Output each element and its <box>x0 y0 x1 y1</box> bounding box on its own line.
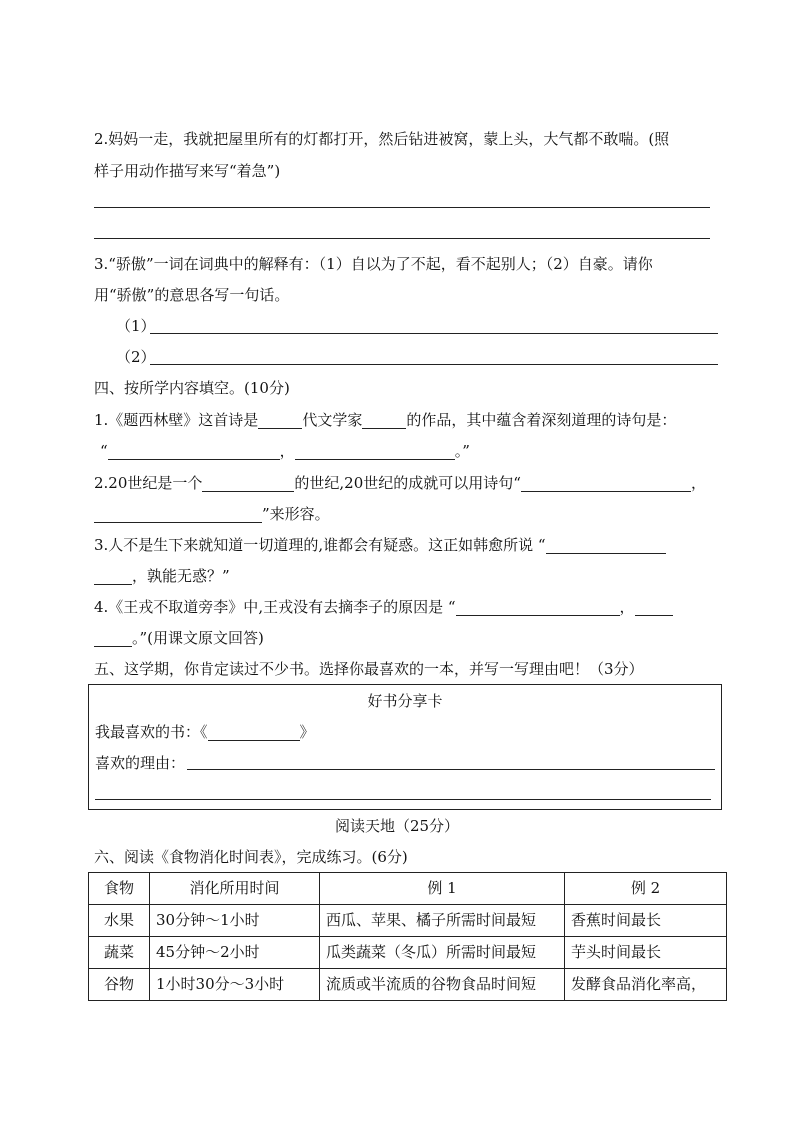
s4-item1-blank-verse1[interactable] <box>108 444 280 460</box>
table-cell: 蔬菜 <box>89 937 150 969</box>
table-cell: 香蕉时间最长 <box>565 905 727 937</box>
table-cell: 流质或半流质的谷物食品时间短 <box>320 969 565 1001</box>
q3-answer-line-2[interactable] <box>150 364 718 365</box>
s4-item3-line1 <box>94 538 666 554</box>
s4-item3-line2 <box>94 569 230 585</box>
fav-book-row <box>95 725 315 741</box>
q2-line2: 样子用动作描写来写“着急”) <box>94 162 281 180</box>
s4-item3-text-b: ，孰能无惑？” <box>132 567 230 585</box>
table-header: 消化所用时间 <box>150 873 320 905</box>
reason-line-2[interactable] <box>95 799 711 800</box>
s4-item1-blank-verse2[interactable] <box>295 444 455 460</box>
s4-item1-blank-dynasty[interactable] <box>258 413 302 429</box>
table-header: 例 1 <box>320 873 565 905</box>
s4-item3-text-a: 3.人不是生下来就知道一切道理的,谁都会有疑惑。这正如韩愈所说 “ <box>94 536 546 554</box>
table-cell: 芋头时间最长 <box>565 937 727 969</box>
table-row <box>89 937 727 969</box>
table-cell: 水果 <box>89 905 150 937</box>
table-cell: 1小时30分～3小时 <box>150 969 320 1001</box>
s4-item2-blank-century[interactable] <box>202 476 294 492</box>
table-cell: 谷物 <box>89 969 150 1001</box>
s4-item1-line1 <box>94 413 676 429</box>
s4-item1-line2 <box>100 444 470 460</box>
section5-heading: 五、这学期，你肯定读过不少书。选择你最喜欢的一本，并写一写理由吧！（3分） <box>94 660 644 678</box>
table-header: 食物 <box>89 873 150 905</box>
s4-item2-blank-verse1[interactable] <box>521 476 691 492</box>
table-row <box>89 905 727 937</box>
q3-answer-line-1[interactable] <box>150 333 718 334</box>
reading-heading: 六、阅读《食物消化时间表》，完成练习。(6分) <box>94 848 408 866</box>
table-cell: 瓜类蔬菜（冬瓜）所需时间最短 <box>320 937 565 969</box>
q3-label-1: （1） <box>116 317 156 335</box>
q3-label-2: （2） <box>116 348 156 366</box>
q2-answer-line-2[interactable] <box>94 238 710 239</box>
s4-item2-close: ”来形容。 <box>262 505 330 523</box>
s4-item2-text-b: 的世纪,20世纪的成就可以用诗句“ <box>294 474 521 492</box>
table-cell: 发酵食品消化率高， <box>565 969 727 1001</box>
card-title: 好书分享卡 <box>367 692 443 710</box>
reason-label: 喜欢的理由： <box>95 754 186 772</box>
s4-item1-text-c: 的作品，其中蕴含着深刻道理的诗句是： <box>406 411 677 429</box>
s4-item4-line1 <box>94 600 673 616</box>
s4-item1-close: 。” <box>454 442 470 460</box>
s4-item2-line1 <box>94 476 706 492</box>
s4-item4-line2 <box>94 631 264 647</box>
table-header: 例 2 <box>565 873 727 905</box>
q3-line1: 3.“骄傲”一词在词典中的解释有：（1）自以为了不起，看不起别人；（2）自豪。请你 <box>94 255 653 273</box>
s4-item1-blank-author[interactable] <box>362 413 406 429</box>
s4-item2-comma: ， <box>690 474 706 492</box>
s4-item4-text-b: 。”(用课文原文回答) <box>132 629 264 647</box>
table-row <box>89 969 727 1001</box>
q2-answer-line-1[interactable] <box>94 207 710 208</box>
s4-item4-blank-reason2b[interactable] <box>94 631 132 647</box>
s4-item2-blank-verse2[interactable] <box>94 507 262 523</box>
q2-line1: 2.妈妈一走，我就把屋里所有的灯都打开，然后钻进被窝，蒙上头，大气都不敢喘。(照 <box>94 130 670 148</box>
s4-item4-blank-reason1[interactable] <box>456 600 620 616</box>
table-cell: 30分钟～1小时 <box>150 905 320 937</box>
book-share-card <box>88 684 722 810</box>
reason-line-1[interactable] <box>187 769 715 770</box>
s4-item3-blank-quote1[interactable] <box>546 538 666 554</box>
s4-item1-comma: ， <box>279 442 295 460</box>
s4-item1-open-quote: “ <box>100 442 108 460</box>
reading-title: 阅读天地（25分） <box>334 817 460 835</box>
s4-item2-text-a: 2.20世纪是一个 <box>94 474 203 492</box>
table-cell: 45分钟～2小时 <box>150 937 320 969</box>
s4-item4-blank-reason2a[interactable] <box>635 600 673 616</box>
table-cell: 西瓜、苹果、橘子所需时间最短 <box>320 905 565 937</box>
s4-item4-comma: ， <box>619 598 635 616</box>
fav-book-input[interactable] <box>208 725 300 741</box>
fav-book-label: 我最喜欢的书：《 <box>95 723 208 741</box>
s4-item2-line2 <box>94 507 330 523</box>
table-header-row <box>89 873 727 905</box>
s4-item1-text-a: 1.《题西林壁》这首诗是 <box>94 411 259 429</box>
fav-book-close: 》 <box>299 723 315 741</box>
s4-item3-blank-quote2[interactable] <box>94 569 132 585</box>
s4-item4-text-a: 4.《王戎不取道旁李》中,王戎没有去摘李子的原因是 “ <box>94 598 456 616</box>
q3-line2: 用“骄傲”的意思各写一句话。 <box>94 286 290 304</box>
digestion-time-table <box>88 872 727 1001</box>
s4-item1-text-b: 代文学家 <box>302 411 363 429</box>
section4-heading: 四、按所学内容填空。(10分) <box>94 379 290 397</box>
